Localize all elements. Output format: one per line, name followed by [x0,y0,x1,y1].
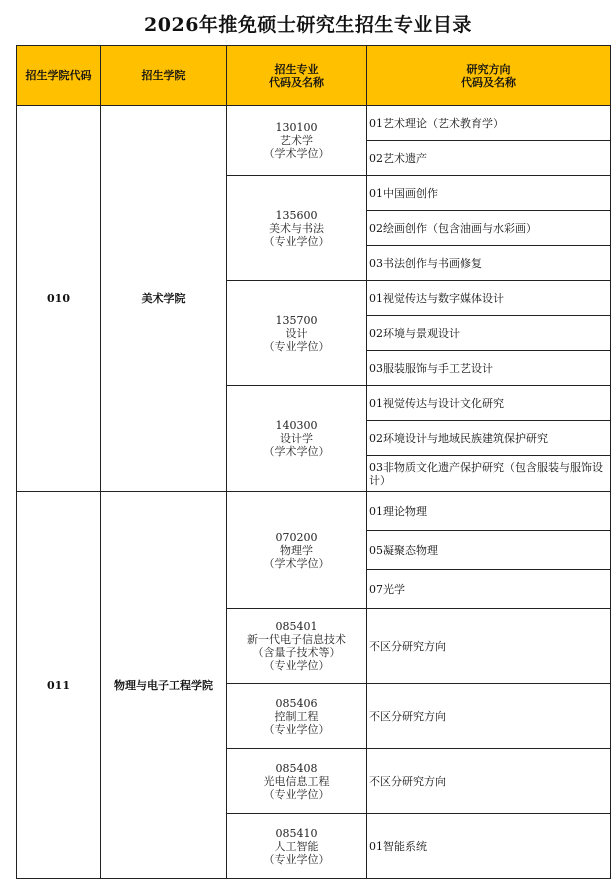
header-direction-line2: 代码及名称 [461,75,516,89]
major-type: （学术学位） [263,147,330,160]
direction-cell: 05凝聚态物理 [367,531,611,570]
table-row [17,106,611,141]
major-code: 085401 [275,620,318,633]
major-cell [227,492,367,609]
major-code: 085406 [275,696,318,710]
school-code: 010 [17,106,101,492]
direction-cell: 03非物质文化遗产保护研究（包含服装与服饰设计） [367,456,611,492]
direction-cell: 02环境与景观设计 [367,316,611,351]
major-name: 光电信息工程 [263,774,330,788]
major-type: （专业学位） [263,722,330,736]
direction-cell: 02环境设计与地域民族建筑保护研究 [367,421,611,456]
direction-cell: 02绘画创作（包含油画与水彩画） [367,211,611,246]
major-code: 070200 [275,530,318,544]
major-cell [227,749,367,814]
major-name: 美术与书法 [269,221,324,235]
direction-cell: 03服装服饰与手工艺设计 [367,351,611,386]
header-direction-line1: 研究方向 [466,62,511,76]
major-cell [227,609,367,684]
major-code: 140300 [275,419,318,432]
major-cell [227,281,367,386]
direction-cell: 不区分研究方向 [367,609,611,684]
header-major [227,46,367,106]
major-code: 135600 [275,208,318,222]
major-name: 艺术学 [280,134,313,147]
header-major-line1: 招生专业 [274,62,319,76]
major-name: 设计学 [280,432,313,445]
major-type: （学术学位） [263,445,330,458]
direction-cell: 不区分研究方向 [367,749,611,814]
major-name: 控制工程 [274,709,319,723]
header-school-code: 招生学院代码 [17,46,101,106]
major-name: 新一代电子信息技术 [247,633,346,646]
major-type: （专业学位） [263,339,330,353]
school-code: 011 [17,492,101,879]
major-code: 085410 [275,826,318,840]
major-name: 人工智能 [274,839,319,853]
major-type: （专业学位） [263,659,330,672]
header-direction [367,46,611,106]
direction-cell: 01视觉传达与设计文化研究 [367,386,611,421]
direction-cell: 不区分研究方向 [367,684,611,749]
direction-cell: 01理论物理 [367,492,611,531]
header-school-name: 招生学院 [101,46,227,106]
direction-cell: 01视觉传达与数字媒体设计 [367,281,611,316]
major-code: 130100 [275,121,318,134]
table-row [17,492,611,531]
major-name-note: （含量子技术等） [252,646,341,659]
major-cell [227,176,367,281]
major-code: 085408 [275,761,318,775]
major-cell [227,106,367,176]
major-type: （专业学位） [263,787,330,801]
header-major-line2: 代码及名称 [269,75,324,89]
major-cell [227,814,367,879]
major-name: 设计 [285,326,308,340]
page-title: 2026年推免硕士研究生招生专业目录 [144,14,472,36]
major-type: （专业学位） [263,234,330,248]
major-code: 135700 [275,313,318,327]
header-row [17,46,611,106]
major-type: （专业学位） [263,852,330,866]
direction-cell: 01智能系统 [367,814,611,879]
major-name: 物理学 [280,543,313,557]
direction-cell: 01艺术理论（艺术教育学） [367,106,611,141]
direction-cell: 03书法创作与书画修复 [367,246,611,281]
school-name: 物理与电子工程学院 [101,492,227,879]
direction-cell: 07光学 [367,570,611,609]
school-name: 美术学院 [101,106,227,492]
major-cell [227,386,367,492]
major-type: （学术学位） [263,556,330,570]
direction-cell: 02艺术遗产 [367,141,611,176]
major-cell [227,684,367,749]
direction-cell: 01中国画创作 [367,176,611,211]
catalog-table [16,45,611,879]
